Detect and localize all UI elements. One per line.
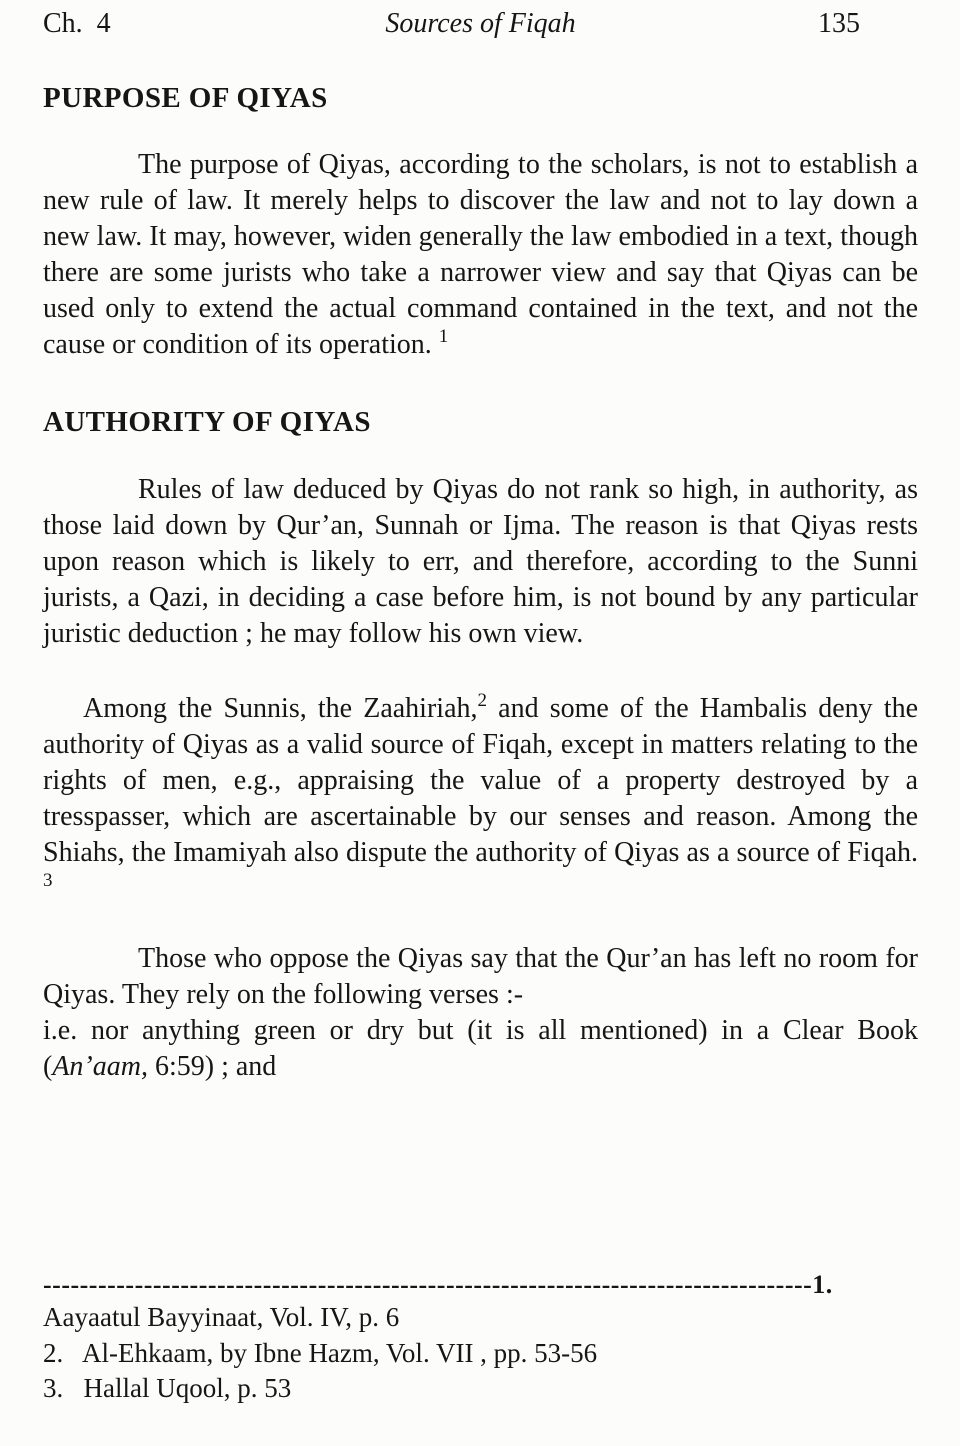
paragraph-authority-deniers bbox=[43, 691, 918, 907]
paragraph-purpose bbox=[43, 147, 918, 363]
text-segment: Among the Sunnis, the Zaahiriah, bbox=[83, 693, 478, 724]
footnotes-block bbox=[43, 1270, 918, 1407]
text-segment: i.e. nor anything green or dry but (it is all mentioned) in a Clear Book ( bbox=[43, 1015, 918, 1082]
section-heading-authority-of-qiyas: AUTHORITY OF QIYAS bbox=[43, 406, 371, 438]
text-segment: and some of the Hambalis deny the authority of Qiyas as a valid source of Fiqah, except in matters relating to the rights of men, e.g., appraising the value of a property destroyed by a tresspasser, which are ascertainable by our senses and reason. Among the Shiahs, the Imamiyah also dispute the authority of Qiyas as a source of Fiqah. bbox=[43, 693, 918, 868]
running-title: Sources of Fiqah bbox=[385, 8, 576, 39]
footnote-ref-2: 2 bbox=[477, 690, 487, 711]
section-heading-purpose-of-qiyas: PURPOSE OF QIYAS bbox=[43, 82, 328, 114]
footnote-divider-dashes: ------------------------------------------------------------------------------------ bbox=[43, 1270, 813, 1299]
footnote-ref-3: 3 bbox=[43, 870, 53, 891]
footnote-item-1: Aayaatul Bayyinaat, Vol. IV, p. 6 bbox=[43, 1302, 400, 1332]
footnote-item-3: 3. Hallal Uqool, p. 53 bbox=[43, 1373, 292, 1403]
footnote-item-2: 2. Al-Ehkaam, by Ibne Hazm, Vol. VII , pp. 53-56 bbox=[43, 1337, 598, 1368]
text-segment: Those who oppose the Qiyas say that the Qur’an has left no room for Qiyas. They rely on the following verses :- bbox=[43, 943, 918, 1010]
text-segment: 6:59) ; and bbox=[147, 1051, 277, 1082]
running-header bbox=[43, 6, 918, 42]
text-segment: The purpose of Qiyas, according to the scholars, is not to establish a new rule of law. It merely helps to discover the law and not to lay down a new law. It may, however, widen generally the law embodied in a text, though there are some jurists who take a narrower view and say that Qiyas can be used only to extend the actual command contained in the text, and not the cause or condition of its operation. bbox=[43, 149, 918, 360]
text-segment: Rules of law deduced by Qiyas do not rank so high, in authority, as those laid down by Qur’an, Sunnah or Ijma. The reason is that Qiyas rests upon reason which is likely to err, and therefore, according to the Sunni jurists, a Qazi, in deciding a case before him, is not bound by any particular juristic deduction ; he may follow his own view. bbox=[43, 474, 918, 649]
paragraph-authority-opponents bbox=[43, 941, 918, 1085]
footnote-divider bbox=[43, 1270, 918, 1300]
footnote-ref-label-1: 1. bbox=[812, 1270, 833, 1299]
italic-citation: An’aam, bbox=[52, 1051, 148, 1082]
chapter-label: Ch. 4 bbox=[43, 8, 111, 39]
page-number: 135 bbox=[818, 8, 860, 39]
paragraph-authority-rank bbox=[43, 472, 918, 652]
footnote-ref-1: 1 bbox=[438, 326, 449, 347]
